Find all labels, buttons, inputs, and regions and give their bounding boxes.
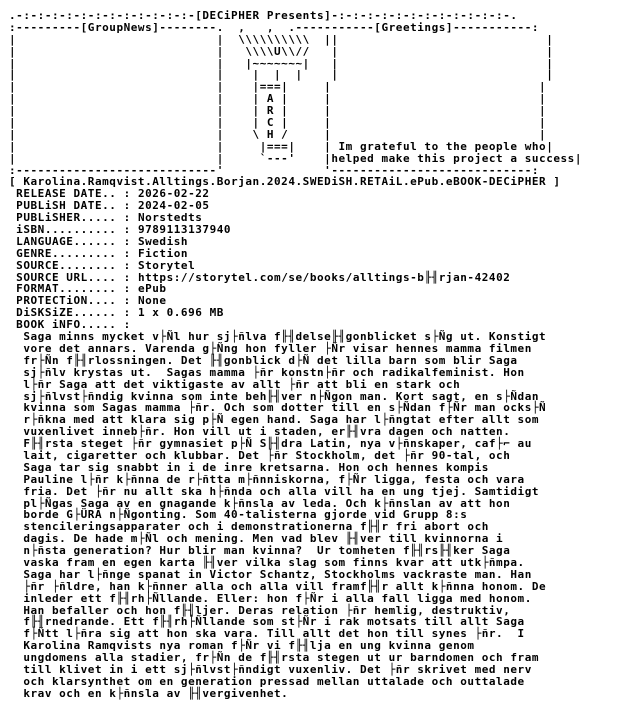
book-info-line: f├Ñtt l├ñra sig att hon ska vara. Till allt det hon till synes ├ñr. I	[9, 627, 525, 641]
header-line: | | \\\\U\\// | |	[9, 44, 554, 58]
field-value: Storytel	[137, 258, 196, 272]
field-value: None	[137, 294, 167, 308]
field-value: https://storytel.com/se/books/alltings-b╟╢rjan-42402	[137, 270, 511, 284]
field-label: BOOK iNFO..... :	[9, 318, 138, 332]
header-line: | | \\\\\\\\\\ || |	[9, 32, 554, 46]
book-info-line: och klarsynthet om en generation pressad mellan uttalade och outtalade	[9, 674, 525, 688]
book-info-line: vuxenlivet inneb├ñr. Hon vill ut i staden, er╟╢vra dagen och natten.	[9, 425, 511, 439]
book-info-line: Saga har l├ñnge spanat in Victor Schantz, Stockholms vackraste man. Han	[9, 567, 532, 581]
header-line: | | | A | | |	[9, 92, 547, 106]
book-info-line: sj├ñlvst├ñndig kvinna som inte beh╟╢ver n├Ñgon man. Kort sagt, en s├Ñdan	[9, 389, 540, 403]
book-info-line: krav och en k├ñnsla av ╟╢vergivenhet.	[9, 686, 289, 700]
field-value: 9789113137940	[137, 223, 232, 237]
book-info-line: borde G├ÜRA n├Ñgonting. Som 40-talisterna gjorde vid Grupp 8:s	[9, 508, 468, 522]
book-info-line: stencileringsapparater och i demonstrationerna f╟╢r fri abort och	[9, 520, 489, 534]
header-line: | | | C | | |	[9, 116, 547, 130]
book-info-line: Saga minns mycket v├Ñl hur sj├ñlva f╟╢delse╟╢gonblicket s├Ñg ut. Konstigt	[9, 330, 547, 344]
book-info-line: n├ñsta generation? Hur blir man kvinna? Ur tomheten f╟╢rs╟╢ker Saga	[9, 544, 511, 558]
header-line: :---------[GroupNews]--------. , , .-----------[Greetings]-----------:	[9, 20, 540, 34]
header-line: | | |===| | |	[9, 80, 547, 94]
field-value: Swedish	[137, 234, 189, 248]
field-label: PUBLiSH DATE.. :	[9, 199, 138, 213]
header-line: .-:-:-:-:-:-:-:-:-:-:-:-:-[DECiPHER Presents]-:-:-:-:-:-:-:-:-:-:-:-:-.	[9, 9, 518, 22]
book-info-line: l├ñr Saga att det viktigaste av allt ├ñr att bli en stark och	[9, 377, 461, 391]
book-info-line: dagis. De hade m├Ñl och mening. Men vad blev ╟╢ver till kvinnorna i	[9, 532, 504, 546]
field-label: GENRE......... :	[9, 246, 138, 260]
header-line: :----------------------------' '----------------------------:	[9, 163, 540, 177]
field-value: Norstedts	[137, 211, 203, 225]
field-label: RELEASE DATE.. :	[9, 187, 138, 201]
book-info-line: sj├ñlv krystas ut. Sagas mamma ├ñr konstn├ñr och radikalfeminist. Hon	[9, 365, 525, 379]
field-label: iSBN.......... :	[9, 223, 138, 237]
field-label: DiSKSiZE...... :	[9, 306, 138, 320]
field-label: SOURCE........ :	[9, 258, 138, 272]
book-info-line: kvinna som Sagas mamma ├ñr. Och som dotter till en s├Ñdan f├Ñr man ocks├Ñ	[9, 401, 547, 415]
book-info-line: Saga tar sig snabbt in i de inre kretsarna. Hon och hennes kompis	[9, 460, 489, 474]
header-line: | | `---' |helped make this project a success|	[9, 151, 583, 165]
header-line: | | | | | | |	[9, 68, 554, 82]
book-info-line: fria. Det ├ñr nu allt ska h├ñnda och alla vill ha en ung tjej. Samtidigt	[9, 484, 540, 498]
book-info-line: till klivet in i ett sj├ñlvst├ñndigt vuxenliv. Det ├ñr skrivet med nerv	[9, 662, 532, 676]
field-value: Fiction	[137, 246, 189, 260]
field-value: 1 x 0.696 MB	[137, 306, 224, 320]
book-info-line: vore det annars. Varenda g├Ñng hon fyller ├Ñr visar hennes mamma filmen	[9, 341, 532, 355]
header-line: | | | R | | |	[9, 104, 547, 118]
book-info-line: F╟╢rsta steget ├ñr gymnasiet p├Ñ S╟╢dra Latin, nya v├ñnskaper, caf├⌐ au	[9, 437, 532, 451]
field-value: 2026-02-22	[137, 187, 210, 201]
book-info-line: vaska fram en egen karta ╟╢ver vilka slag som finns kvar att utk├ñmpa.	[9, 555, 525, 569]
book-info-line: r├ñkna med att klara sig p├Ñ egen hand. Saga har l├ñngtat efter allt som	[9, 413, 540, 427]
release-title: [ Karolina.Ramqvist.Alltings.Borjan.2024.SWEDiSH.RETAiL.ePub.eBOOK-DECiPHER ]	[9, 175, 561, 189]
book-info-line: f╟╢rnedrande. Ett f╟╢rh├Ñllande som st├Ñr i rak motsats till allt Saga	[9, 615, 525, 629]
field-label: LANGUAGE...... :	[9, 234, 138, 248]
book-info-line: inleder ett f╟╢rh├Ñllande. Eller: hon f├Ñr i alla fall ligga med honom.	[9, 591, 532, 605]
field-label: PUBLiSHER..... :	[9, 211, 138, 225]
nfo-document	[9, 10, 582, 700]
field-label: FORMAT........ :	[9, 282, 138, 296]
field-value: ePub	[137, 282, 167, 296]
header-line: | | |~~~~~~~| | |	[9, 56, 554, 70]
book-info-line: Han befaller och hon f╟╢ljer. Deras relation ├ñr hemlig, destruktiv,	[9, 603, 511, 617]
book-info-line: Karolina Ramqvists nya roman f├Ñr vi f╟╢lja en ung kvinna genom	[9, 639, 475, 653]
book-info-line: Pauline l├ñr k├ñnna de r├ñtta m├ñnniskorna, f├Ñr ligga, festa och vara	[9, 472, 525, 486]
header-line: | | \ H / | |	[9, 127, 547, 141]
book-info-line: fr├Ñn f╟╢rlossningen. Det ╟╢gonblick d├Ñ det lilla barn som blir Saga	[9, 353, 518, 367]
field-label: SOURCE URL.... :	[9, 270, 138, 284]
book-info-line: ├ñr ├ñldre, han k├ñnner alla och alla vill framf╟╢r allt k├ñnna honom. De	[9, 579, 547, 593]
book-info-line: ungdomens alla stadier, fr├Ñn de f╟╢rsta stegen ut ur barndomen och fram	[9, 651, 540, 665]
field-label: PROTECTiON.... :	[9, 294, 138, 308]
header-line: | | |===| | Im grateful to the people who|	[9, 139, 554, 153]
field-value: 2024-02-05	[137, 199, 210, 213]
book-info-line: lait, cigaretter och klubbar. Det ├ñr Stockholm, det ├ñr 90-tal, och	[9, 448, 511, 462]
book-info-line: pl├Ñgas Saga av en gnagande k├ñnsla av leda. Och k├ñnslan av att hon	[9, 496, 511, 510]
